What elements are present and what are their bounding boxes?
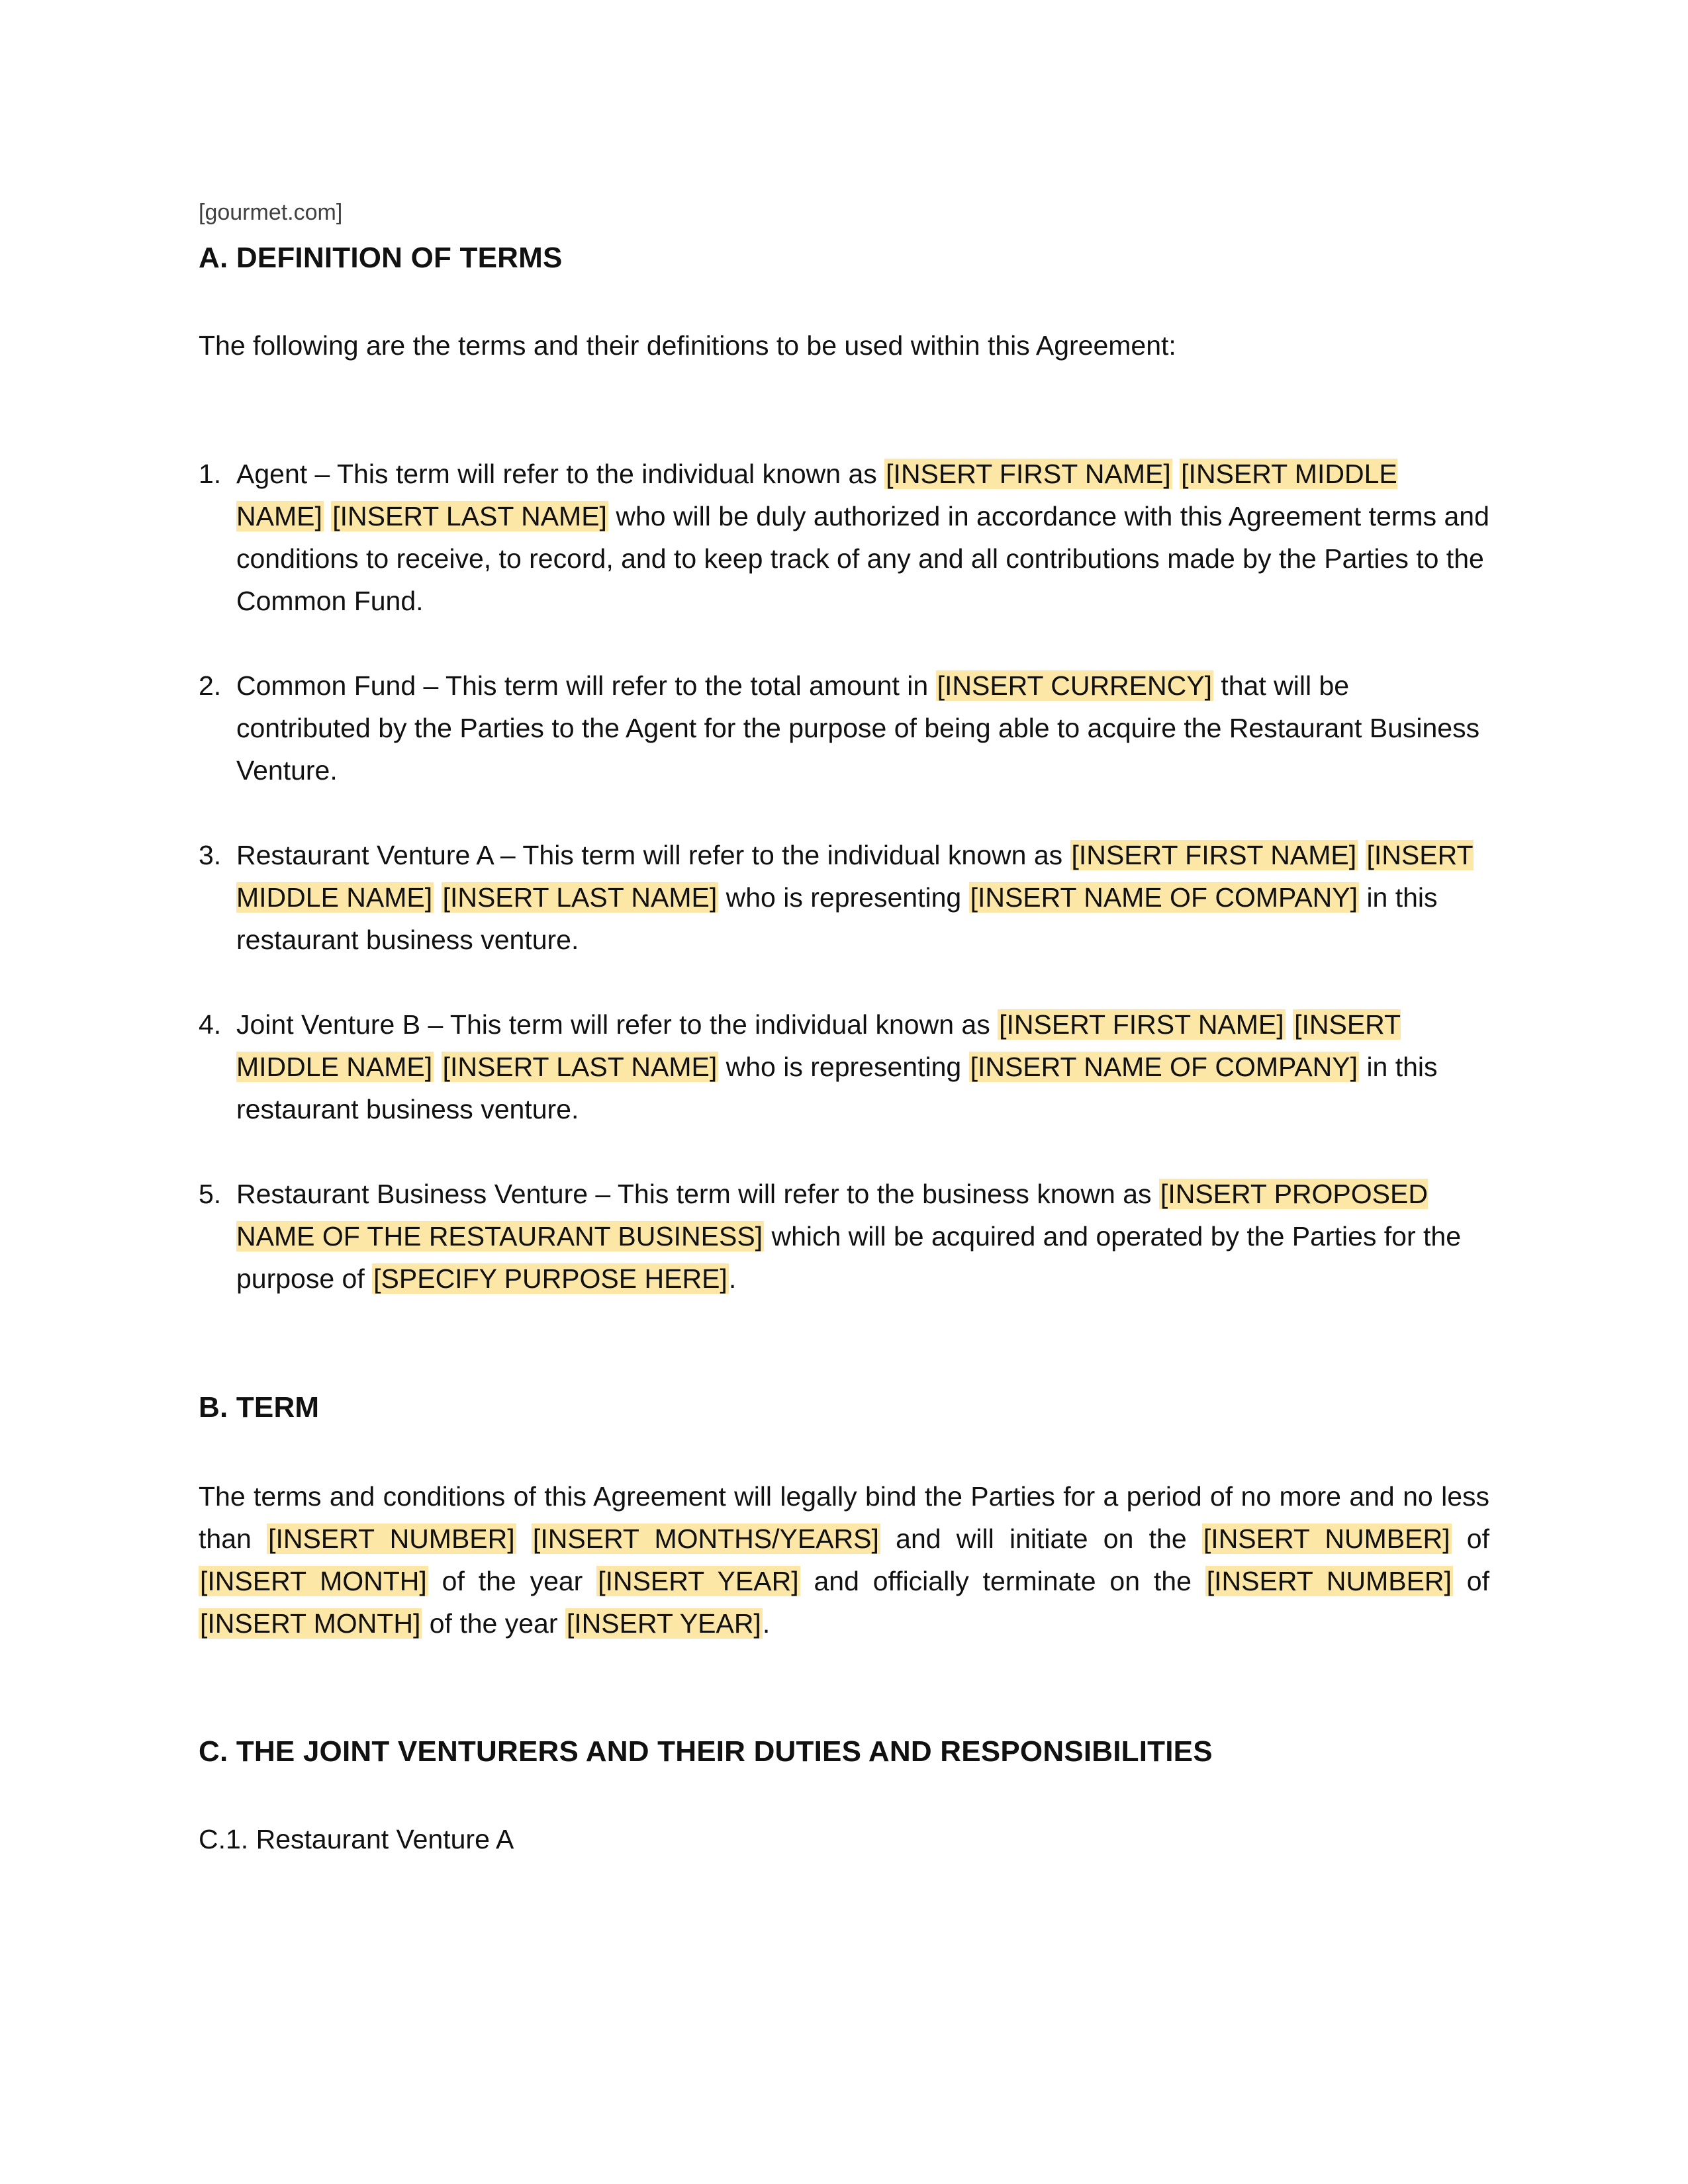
placeholder-field: [INSERT NAME OF COMPANY] [970, 882, 1358, 913]
body-text: Restaurant Business Venture – This term will refer to the business known as [236, 1179, 1159, 1209]
body-text [324, 501, 331, 531]
definition-item [199, 1173, 1489, 1300]
body-text: Agent – This term will refer to the individual known as [236, 459, 885, 489]
body-text: of the year [422, 1608, 565, 1639]
placeholder-field: [INSERT MIDDLE NAME] [236, 1009, 1401, 1082]
definitions-list [199, 453, 1489, 1342]
placeholder-field: [INSERT FIRST NAME] [886, 459, 1171, 489]
section-c-subheading: C.1. Restaurant Venture A [199, 1824, 514, 1854]
body-text: who is representing [718, 882, 969, 913]
body-text [434, 1052, 441, 1082]
body-text: that will be contributed by the Parties to the Agent for the purpose of being able to acquire the Restaurant Business Venture. [236, 670, 1480, 786]
placeholder-field: [INSERT LAST NAME] [332, 501, 607, 531]
placeholder-field: [INSERT FIRST NAME] [999, 1009, 1284, 1040]
body-text [1358, 840, 1365, 870]
placeholder-field: [INSERT MONTHS/YEARS] [532, 1524, 879, 1554]
section-a-title: A. DEFINITION OF TERMS [199, 242, 563, 274]
placeholder-field: [INSERT MIDDLE NAME] [236, 840, 1474, 913]
body-text [516, 1524, 532, 1554]
body-text: of the year [428, 1566, 597, 1596]
placeholder-field: [INSERT MIDDLE NAME] [236, 459, 1397, 531]
body-text: The terms and conditions of this Agreement will legally bind the Parties for a period of no more and no less than [199, 1481, 1489, 1554]
body-text: Common Fund – This term will refer to the total amount in [236, 670, 936, 701]
item-number: 1. [199, 459, 222, 489]
definition-item [199, 453, 1489, 622]
placeholder-field: [INSERT FIRST NAME] [1071, 840, 1357, 870]
placeholder-field: [INSERT NAME OF COMPANY] [970, 1052, 1358, 1082]
body-text: who is representing [718, 1052, 969, 1082]
placeholder-field: [INSERT YEAR] [566, 1608, 761, 1639]
body-text: and officially terminate on the [800, 1566, 1205, 1596]
placeholder-field: [INSERT NUMBER] [268, 1524, 515, 1554]
placeholder-field: [INSERT NUMBER] [1206, 1566, 1452, 1596]
placeholder-field: [SPECIFY PURPOSE HERE] [373, 1263, 727, 1294]
body-text: of [1452, 1566, 1489, 1596]
term-paragraph [199, 1475, 1489, 1645]
body-text: in this restaurant business venture. [236, 1052, 1438, 1124]
placeholder-field: [INSERT PROPOSED NAME OF THE RESTAURANT BUSINESS] [236, 1179, 1428, 1251]
body-text: which will be acquired and operated by the Parties for the purpose of [236, 1221, 1462, 1294]
body-text: of [1451, 1524, 1489, 1554]
placeholder-field: [INSERT MONTH] [200, 1608, 421, 1639]
item-number: 5. [199, 1179, 222, 1209]
body-text: Joint Venture B – This term will refer to the individual known as [236, 1009, 998, 1040]
definition-item [199, 664, 1489, 792]
placeholder-field: [INSERT NUMBER] [1203, 1524, 1450, 1554]
body-text: . [728, 1263, 737, 1294]
site-tag: [gourmet.com] [199, 200, 343, 225]
body-text: and will initiate on the [880, 1524, 1202, 1554]
section-a-intro: The following are the terms and their definitions to be used within this Agreement: [199, 330, 1176, 361]
placeholder-field: [INSERT LAST NAME] [442, 1052, 718, 1082]
placeholder-field: [INSERT LAST NAME] [442, 882, 718, 913]
definition-item [199, 1003, 1489, 1130]
body-text: in this restaurant business venture. [236, 882, 1438, 955]
placeholder-field: [INSERT YEAR] [598, 1566, 799, 1596]
body-text: Restaurant Venture A – This term will refer to the individual known as [236, 840, 1070, 870]
item-number: 3. [199, 840, 222, 870]
definition-item [199, 834, 1489, 961]
body-text: . [762, 1608, 771, 1639]
item-number: 2. [199, 670, 222, 701]
body-text [434, 882, 441, 913]
section-c-title: C. THE JOINT VENTURERS AND THEIR DUTIES AND RESPONSIBILITIES [199, 1735, 1213, 1768]
placeholder-field: [INSERT CURRENCY] [937, 670, 1212, 701]
item-number: 4. [199, 1009, 222, 1040]
body-text [1286, 1009, 1293, 1040]
body-text: who will be duly authorized in accordance with this Agreement terms and conditions to receive, to record, and to keep track of any and all contributions made by the Parties to the Common Fund. [236, 501, 1489, 616]
body-text [1172, 459, 1180, 489]
section-b-title: B. TERM [199, 1391, 320, 1424]
placeholder-field: [INSERT MONTH] [200, 1566, 427, 1596]
